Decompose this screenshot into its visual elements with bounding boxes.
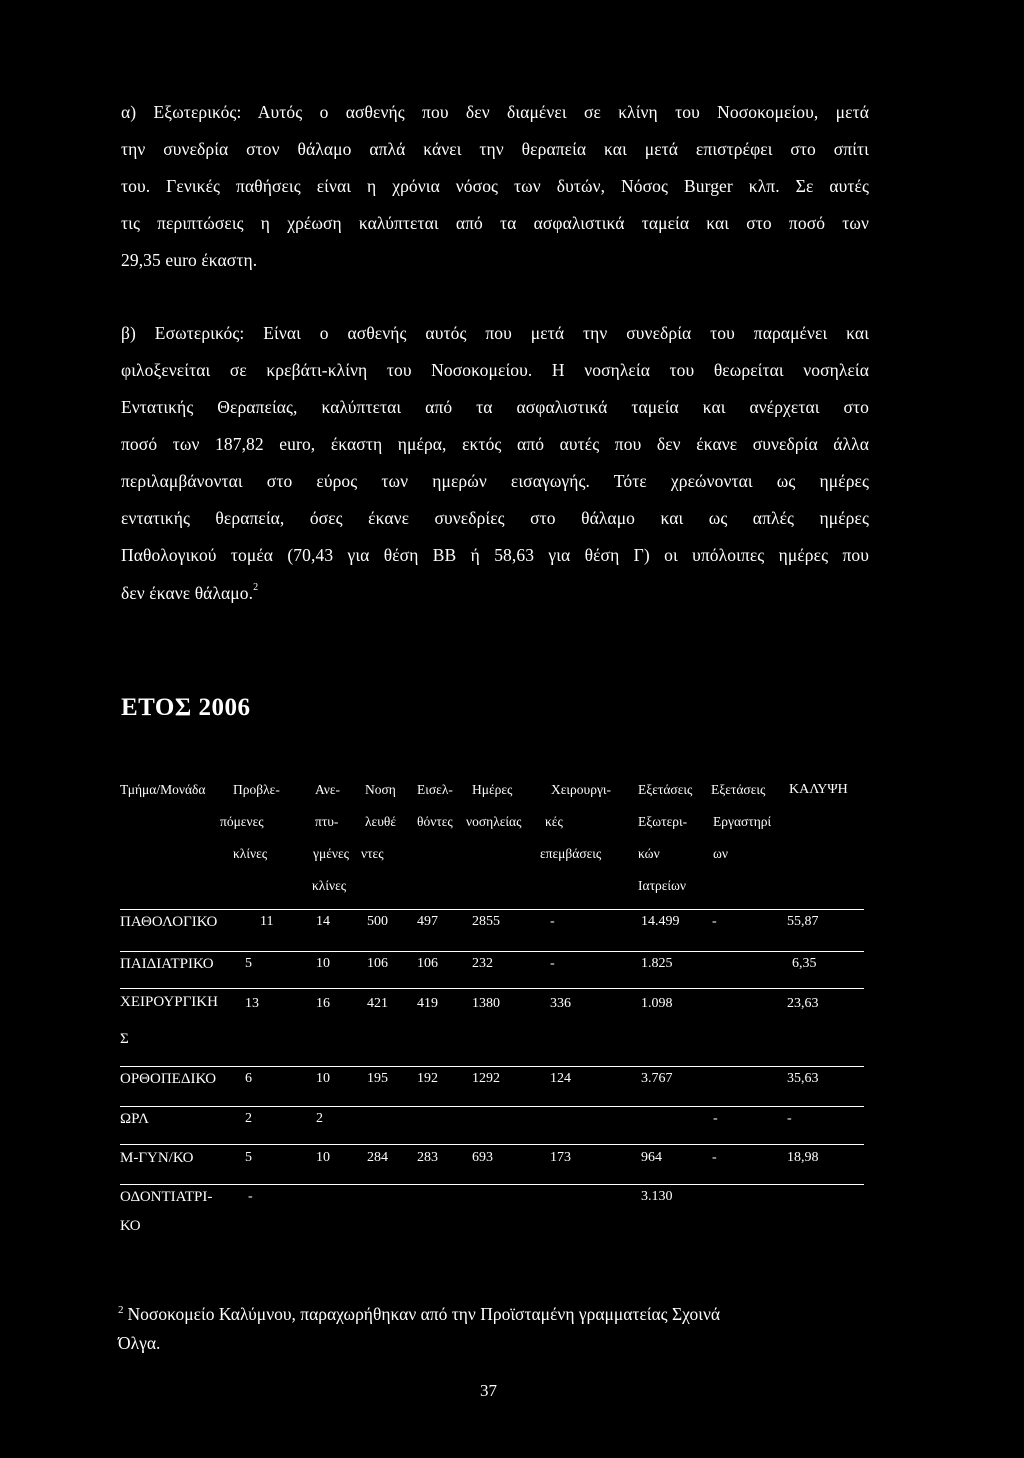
cell-beds: 2: [245, 1111, 252, 1126]
header-text: γμένες: [313, 846, 349, 861]
header-text: Χειρουργι-: [551, 782, 612, 797]
cell-beds: 6: [245, 1071, 252, 1086]
cell-lab: -: [712, 914, 717, 929]
header-text: κές: [545, 814, 563, 829]
paragraph-line: περιλαμβάνονται στο εύρος των ημερών εισαγωγής. Τότε χρεώνονται ως ημέρες: [121, 471, 869, 491]
row-label: ΩΡΛ: [120, 1111, 150, 1127]
header-text: Προβλε-: [233, 782, 280, 797]
cell-beds: 13: [245, 996, 259, 1011]
statistics-table: [120, 776, 864, 1246]
paragraph-line: Παθολογικού τομέα (70,43 για θέση ΒΒ ή 58,63 για θέση Γ) οι υπόλοιπες ημέρες που: [121, 545, 869, 565]
paragraph-line: την συνεδρία στον θάλαμο απλά κάνει την θεραπεία και μετά επιστρέφει στο σπίτι: [121, 139, 869, 159]
cell-hospitalized: 284: [367, 1150, 388, 1165]
paragraph-line: φιλοξενείται σε κρεβάτι-κλίνη του Νοσοκομείου. Η νοσηλεία του θεωρείται νοσηλεία: [121, 360, 869, 380]
paragraph-line: α) Εξωτερικός: Αυτός ο ασθενής που δεν διαμένει σε κλίνη του Νοσοκομείου, μετά: [121, 102, 869, 122]
row-label: ΟΡΘΟΠΕΔΙΚΟ: [120, 1071, 217, 1087]
header-text: Τμήμα/Μονάδα: [120, 782, 206, 797]
cell-lab: -: [712, 1150, 717, 1165]
paragraph-line: 29,35 euro έκαστη.: [121, 250, 258, 270]
cell-beds: 11: [260, 914, 274, 929]
cell-surgery: -: [550, 914, 555, 929]
cell-hospitalized: 195: [367, 1071, 388, 1086]
cell-outpatient: 3.767: [641, 1071, 673, 1086]
cell-outpatient: 3.130: [641, 1189, 673, 1204]
header-text: πτυ-: [315, 814, 339, 829]
cell-outpatient: 1.825: [641, 956, 673, 971]
cell-developed: 10: [316, 1150, 330, 1165]
cell-outpatient: 14.499: [641, 914, 680, 929]
cell-admitted: 192: [417, 1071, 438, 1086]
row-label: ΧΕΙΡΟΥΡΓΙΚΗ: [120, 994, 218, 1010]
cell-days: 1380: [472, 996, 500, 1011]
cell-surgery: 336: [550, 996, 571, 1011]
header-text: επεμβάσεις: [540, 846, 602, 861]
table-rule: [120, 1144, 864, 1145]
table-rule: [120, 988, 864, 989]
header-text: Εξετάσεις: [638, 782, 693, 797]
paragraph-line: εντατικής θεραπεία, όσες έκανε συνεδρίες στο θάλαμο και ως απλές ημέρες: [121, 508, 869, 528]
cell-developed: 10: [316, 956, 330, 971]
row-label: ΠΑΘΟΛΟΓΙΚΟ: [120, 914, 218, 930]
page-number: 37: [480, 1381, 497, 1400]
header-admitted: [417, 774, 453, 838]
table-rule: [120, 909, 864, 910]
row-label-continued: ΚΟ: [120, 1218, 141, 1234]
header-text: κών: [638, 846, 660, 861]
cell-coverage: 55,87: [787, 914, 819, 929]
cell-admitted: 106: [417, 956, 438, 971]
cell-hospitalized: 421: [367, 996, 388, 1011]
cell-outpatient: 1.098: [641, 996, 673, 1011]
header-text: Εργαστηρί: [713, 814, 772, 829]
section-heading: ΕΤΟΣ 2006: [121, 694, 251, 721]
paragraph-line: β) Εσωτερικός: Είναι ο ασθενής αυτός που μετά την συνεδρία του παραμένει και: [121, 323, 869, 343]
row-label: Μ-ΓΥΝ/ΚΟ: [120, 1150, 194, 1166]
paragraph-line: ποσό των 187,82 euro, έκαστη ημέρα, εκτός από αυτές που δεν έκανε συνεδρία άλλα: [121, 434, 869, 454]
header-text: κλίνες: [312, 878, 347, 893]
cell-admitted: 283: [417, 1150, 438, 1165]
header-text: νοσηλείας: [466, 814, 522, 829]
footnote-line: [118, 1296, 878, 1329]
cell-developed: 2: [316, 1111, 323, 1126]
header-text: Νοση: [365, 782, 396, 797]
cell-admitted: 419: [417, 996, 438, 1011]
paragraph-line: [121, 582, 258, 604]
table-rule: [120, 951, 864, 952]
cell-hospitalized: 106: [367, 956, 388, 971]
header-text: κλίνες: [233, 846, 268, 861]
header-developed-beds: [312, 774, 349, 902]
cell-coverage: 35,63: [787, 1071, 819, 1086]
cell-beds: 5: [245, 956, 252, 971]
table-rule: [120, 1066, 864, 1067]
footnote-number: 2: [118, 1304, 124, 1316]
header-text: Ημέρες: [472, 782, 513, 797]
cell-admitted: 497: [417, 914, 438, 929]
header-text: ων: [713, 846, 728, 861]
header-text: πόμενες: [220, 814, 264, 829]
cell-developed: 14: [316, 914, 330, 929]
cell-hospitalized: 500: [367, 914, 388, 929]
cell-coverage: -: [787, 1111, 792, 1126]
cell-surgery: 124: [550, 1071, 571, 1086]
header-surgeries: [540, 774, 612, 870]
paragraph-line: του. Γενικές παθήσεις είναι η χρόνια νόσος των δυτών, Νόσος Burger κλπ. Σε αυτές: [121, 176, 869, 196]
table-rule: [120, 1184, 864, 1185]
header-text: Ιατρείων: [638, 878, 687, 893]
header-coverage: [789, 782, 848, 798]
cell-developed: 10: [316, 1071, 330, 1086]
header-text: Εξωτερι-: [638, 814, 688, 829]
header-text: λευθέ: [365, 814, 397, 829]
cell-beds: 5: [245, 1150, 252, 1165]
row-label: ΠΑΙΔΙΑΤΡΙΚΟ: [120, 956, 214, 972]
cell-surgery: -: [550, 956, 555, 971]
paragraph-line: Εντατικής Θεραπείας, καλύπτεται από τα ασφαλιστικά ταμεία και ανέρχεται στο: [121, 397, 869, 417]
header-planned-beds: [220, 774, 280, 870]
cell-outpatient: -: [713, 1111, 718, 1126]
row-label: ΟΔΟΝΤΙΑΤΡΙ-: [120, 1189, 213, 1205]
paragraph-line-text: δεν έκανε θάλαμο.: [121, 583, 254, 603]
header-text: Ανε-: [315, 782, 341, 797]
header-text: ΚΑΛΥΨΗ: [789, 782, 848, 797]
footnote: [118, 1296, 878, 1358]
table-rule: [120, 1106, 864, 1107]
cell-days: 232: [472, 956, 493, 971]
cell-beds: -: [248, 1189, 253, 1204]
header-lab-exams: [711, 774, 771, 870]
header-outpatient-exams: [638, 774, 692, 902]
header-hospitalized: [361, 774, 397, 870]
footnote-marker: 2: [253, 582, 259, 593]
row-label-continued: Σ: [120, 1031, 129, 1047]
cell-outpatient: 964: [641, 1150, 662, 1165]
paragraph-line: τις περιπτώσεις η χρέωση καλύπτεται από τα ασφαλιστικά ταμεία και στο ποσό των: [121, 213, 869, 233]
header-hospital-days: [466, 774, 522, 838]
cell-coverage: 6,35: [792, 956, 817, 971]
cell-days: 1292: [472, 1071, 500, 1086]
header-department: [120, 782, 205, 798]
cell-days: 693: [472, 1150, 493, 1165]
cell-coverage: 23,63: [787, 996, 819, 1011]
cell-days: 2855: [472, 914, 500, 929]
footnote-text: Νοσοκομείο Καλύμνου, παραχωρήθηκαν από την Προϊσταμένη γραμματείας Σχοινά: [127, 1304, 721, 1324]
header-text: θόντες: [417, 814, 453, 829]
footnote-line: Όλγα.: [118, 1333, 161, 1353]
header-text: ντες: [361, 846, 384, 861]
header-text: Εξετάσεις: [711, 782, 766, 797]
cell-surgery: 173: [550, 1150, 571, 1165]
cell-coverage: 18,98: [787, 1150, 819, 1165]
cell-developed: 16: [316, 996, 330, 1011]
header-text: Εισελ-: [417, 782, 453, 797]
